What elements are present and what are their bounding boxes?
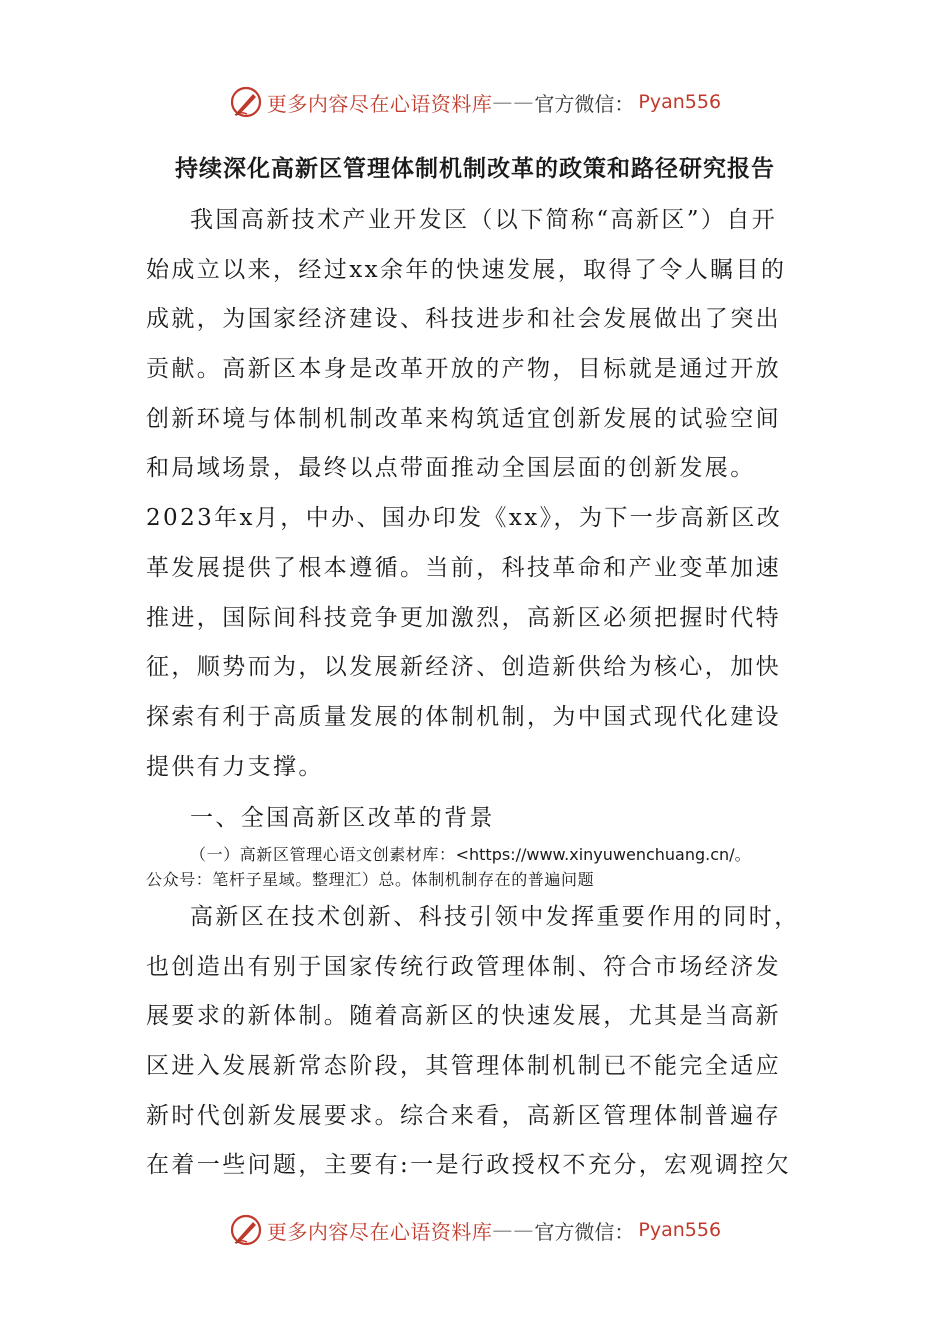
banner-colon: ： — [614, 1219, 635, 1244]
section-heading: 一、全国高新区改革的背景 — [190, 805, 495, 831]
subsection-heading — [146, 842, 826, 892]
paragraph-line: 展要求的新体制。随着高新区的快速发展，尤其是当高新 — [146, 1003, 781, 1030]
paragraph-line: 贡献。高新区本身是改革开放的产物，目标就是通过开放 — [146, 356, 781, 383]
paragraph-line: 2023年x月，中办、国办印发《xx》，为下一步高新区改 — [146, 505, 783, 532]
source-link[interactable]: <https://www.xinyuwenchuang.cn/ — [455, 845, 735, 864]
paragraph-line: 推进，国际间科技竞争更加激烈，高新区必须把握时代特 — [146, 604, 781, 631]
paragraph-line: 成就，为国家经济建设、科技进步和社会发展做出了突出 — [146, 306, 781, 333]
paragraph-line: 征，顺势而为，以发展新经济、创造新供给为核心，加快 — [146, 654, 781, 681]
banner-wechat-label: 官方微信 — [534, 91, 615, 116]
paragraph-line: 探索有利于高质量发展的体制机制，为中国式现代化建设 — [146, 703, 781, 730]
banner-brand-text: 更多内容尽在心语资料库 — [266, 91, 493, 116]
paragraph-line: 始成立以来，经过xx余年的快速发展，取得了令人瞩目的 — [146, 256, 787, 283]
paragraph-line: 提供有力支撑。 — [146, 753, 324, 780]
banner-wechat-id: Pyan556 — [638, 1219, 722, 1241]
paragraph-line: 在着一些问题，主要有:一是行政授权不充分，宏观调控欠 — [146, 1152, 792, 1179]
paragraph-line: 和局域场景，最终以点带面推动全国层面的创新发展。 — [146, 455, 756, 482]
paragraph-line: 革发展提供了根本遵循。当前，科技革命和产业变革加速 — [146, 554, 781, 581]
pen-logo-icon — [229, 1213, 263, 1247]
paragraph-line: 也创造出有别于国家传统行政管理体制、符合市场经济发 — [146, 953, 781, 980]
banner-colon: ： — [614, 91, 635, 116]
paragraph-line: 区进入发展新常态阶段，其管理体制机制已不能完全适应 — [146, 1053, 781, 1080]
watermark-banner-bottom — [0, 1210, 950, 1250]
watermark-banner-top — [0, 82, 950, 122]
banner-wechat-label: 官方微信 — [534, 1219, 615, 1244]
paragraph-2 — [146, 893, 816, 1191]
pen-logo-icon — [229, 85, 263, 119]
banner-separator: —— — [492, 1218, 535, 1242]
banner-brand-text: 更多内容尽在心语资料库 — [266, 1219, 493, 1244]
subsection-prefix: （一）高新区管理心语文创素材库： — [190, 845, 456, 864]
paragraph-line: 创新环境与体制机制改革来构筑适宜创新发展的试验空间 — [146, 405, 781, 432]
paragraph-1 — [146, 196, 816, 792]
subsection-suffix: 。 — [734, 845, 752, 864]
paragraph-line: 我国高新技术产业开发区（以下简称“高新区”）自开 — [190, 207, 778, 233]
paragraph-line: 高新区在技术创新、科技引领中发挥重要作用的同时， — [190, 904, 800, 930]
banner-separator: —— — [492, 90, 535, 114]
paragraph-line: 新时代创新发展要求。综合来看，高新区管理体制普遍存 — [146, 1102, 781, 1129]
document-title: 持续深化高新区管理体制机制改革的政策和路径研究报告 — [175, 155, 775, 182]
subsection-line-2: 公众号：笔杆子星域。整理汇）总。体制机制存在的普遍问题 — [146, 870, 595, 889]
banner-wechat-id: Pyan556 — [638, 91, 722, 113]
